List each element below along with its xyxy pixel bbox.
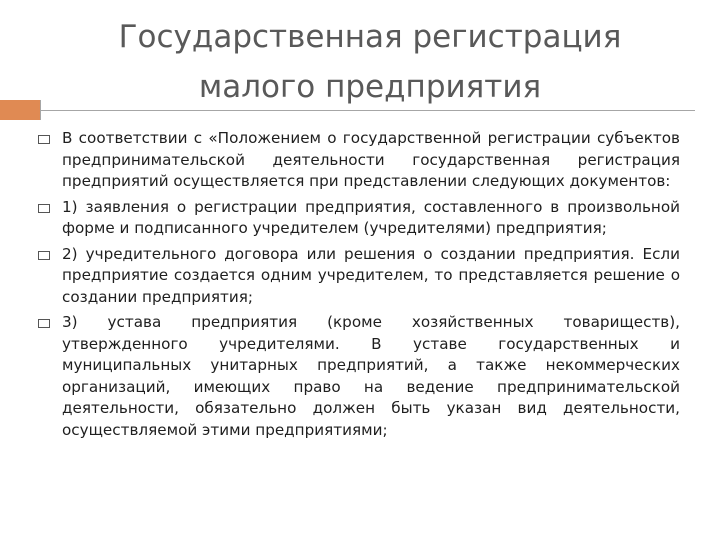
bullet-item — [38, 197, 680, 240]
bullet-text: В соответствии с «Положением о государственной регистрации субъектов предпринимательской деятельности государственная регистрация предприятий осуществляется при представлении следующих документов: — [62, 129, 680, 190]
hollow-square-bullet-icon — [38, 319, 50, 328]
slide-title-line-2: малого предприятия — [198, 69, 542, 105]
hollow-square-bullet-icon — [38, 251, 50, 260]
hollow-square-bullet-icon — [38, 204, 50, 213]
accent-block — [0, 100, 40, 120]
hollow-square-bullet-icon — [38, 135, 50, 144]
bullet-item — [38, 128, 680, 193]
bullet-item — [38, 244, 680, 309]
bullet-item — [38, 312, 680, 441]
title-divider — [40, 110, 695, 111]
bullet-text: 3) устава предприятия (кроме хозяйственных товариществ), утвержденного учредителями. В уставе государственных и муниципальных унитарных предприятий, а также некоммерческих организаций, имеющих право на ведение предпринимательской деятельности, обязательно должен быть указан вид деятельности, осуществляемой этими предприятиями; — [62, 313, 680, 439]
slide-title-line-1: Государственная регистрация — [118, 19, 622, 55]
bullet-text: 2) учредительного договора или решения о создании предприятия. Если предприятие создается одним учредителем, то представляется решение о создании предприятия; — [62, 244, 680, 306]
bullet-list — [38, 128, 680, 445]
slide-title — [60, 12, 680, 112]
bullet-text: 1) заявления о регистрации предприятия, составленного в произвольной форме и подписанного учредителем (учредителями) предприятия; — [62, 197, 680, 237]
